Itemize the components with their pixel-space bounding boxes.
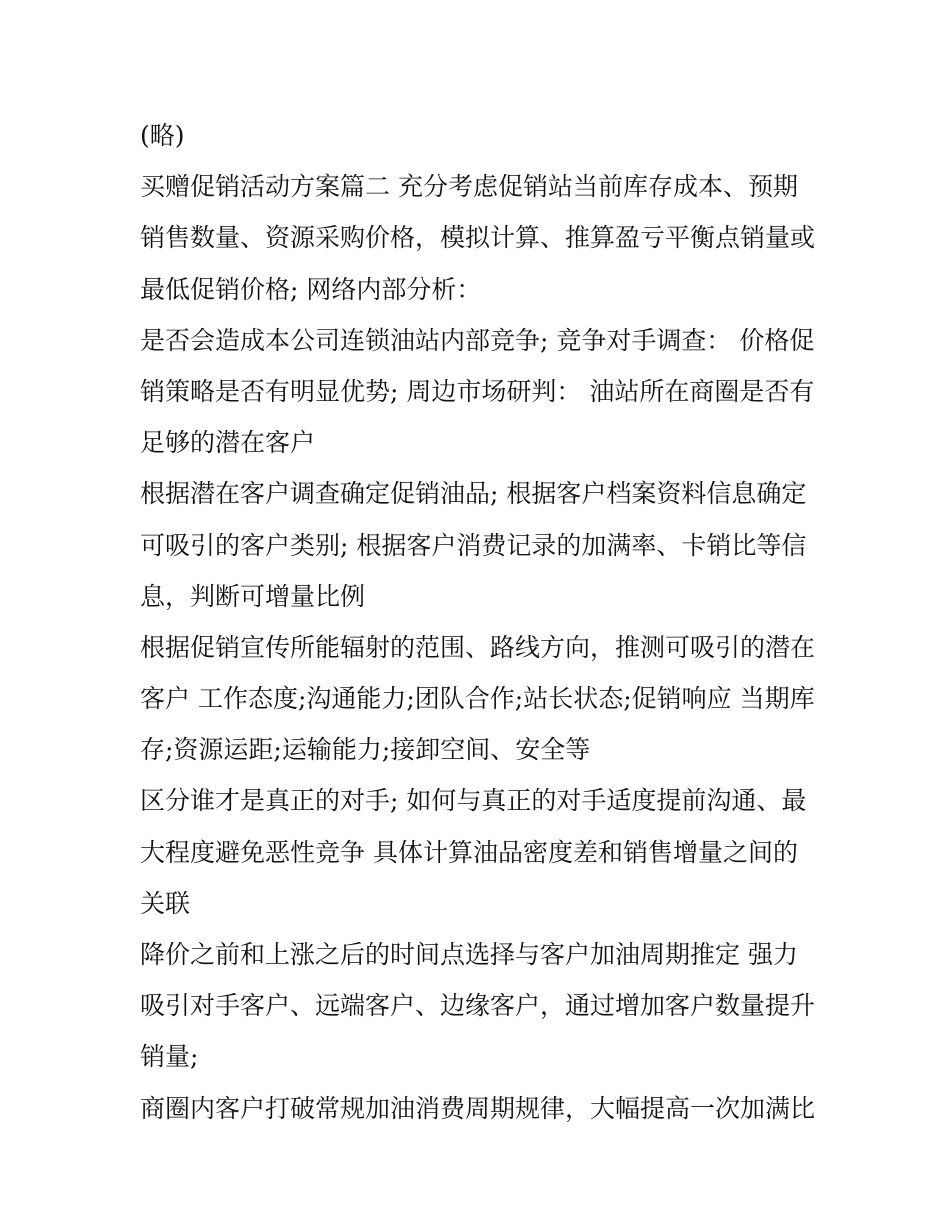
text-line: 区分谁才是真正的对手; 如何与真正的对手适度提前沟通、最 xyxy=(140,786,807,816)
text-line: (略) xyxy=(140,121,185,150)
text-line: 是否会造成本公司连锁油站内部竞争; 竞争对手调查： 价格促 xyxy=(140,325,815,355)
text-line: 可吸引的客户类别; 根据客户消费记录的加满率、卡销比等信 xyxy=(140,530,807,560)
text-line: 根据潜在客户调查确定促销油品; 根据客户档案资料信息确定 xyxy=(140,479,807,509)
text-line: 息，判断可增量比例 xyxy=(140,581,366,611)
text-line: 根据促销宣传所能辐射的范围、路线方向，推测可吸引的潜在 xyxy=(140,632,816,662)
text-line: 足够的潜在客户 xyxy=(140,428,316,458)
text-line: 最低促销价格; 网络内部分析： xyxy=(140,274,482,304)
text-line: 销量; xyxy=(140,1042,199,1072)
document-body xyxy=(140,110,820,1134)
text-line: 关联 xyxy=(140,888,191,918)
text-line: 降价之前和上涨之后的时间点选择与客户加油周期推定 强力 xyxy=(140,940,798,969)
text-line: 商圈内客户打破常规加油消费周期规律，大幅提高一次加满比 xyxy=(140,1093,816,1123)
text-line: 大程度避免恶性竞争 具体计算油品密度差和销售增量之间的 xyxy=(140,837,798,867)
text-line: 销策略是否有明显优势; 周边市场研判： 油站所在商圈是否有 xyxy=(140,376,815,406)
text-line: 客户 工作态度;沟通能力;团队合作;站长状态;促销响应 当期库 xyxy=(140,684,815,714)
text-line: 销售数量、资源采购价格，模拟计算、推算盈亏平衡点销量或 xyxy=(140,223,816,253)
text-line: 存;资源运距;运输能力;接卸空间、安全等 xyxy=(140,735,591,765)
text-line: 吸引对手客户、远端客户、边缘客户，通过增加客户数量提升 xyxy=(140,991,816,1021)
text-line: 买赠促销活动方案篇二 充分考虑促销站当前库存成本、预期 xyxy=(140,172,798,202)
